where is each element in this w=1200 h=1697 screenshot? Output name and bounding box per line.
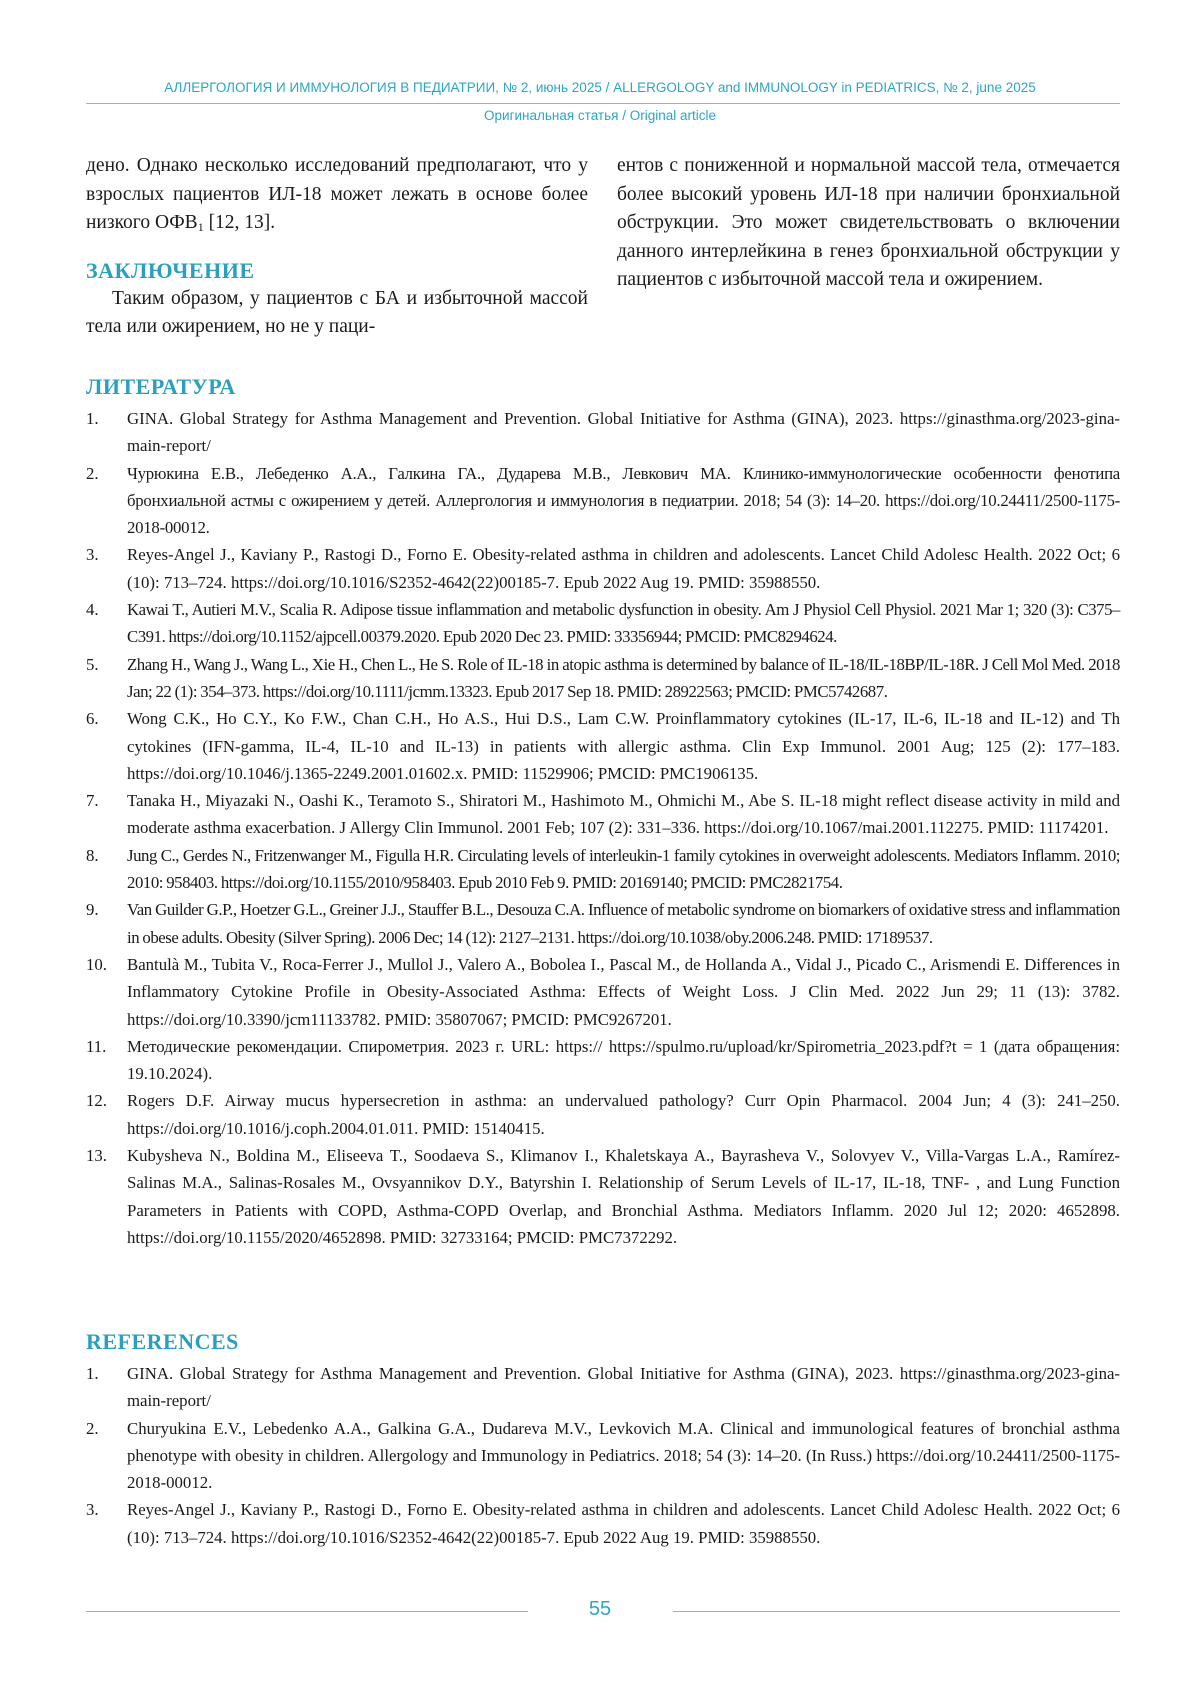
body-column-left	[86, 152, 588, 342]
reference-number: 2.	[86, 463, 99, 483]
reference-number: 3.	[86, 545, 99, 565]
references-ru-section	[86, 373, 1120, 1251]
conclusion-paragraph-start: Таким образом, у пациентов с БА и избыточной массой тела или ожирением, но не у паци-	[86, 287, 588, 337]
conclusion-paragraph-end: ентов с пониженной и нормальной массой тела, отмечается более высокий уровень ИЛ-18 при наличии бронхиальной обструкции. Это может свидетельствовать о включении данного интерлейкина в генез бронхиальной обструкции у пациентов с избыточной массой тела и ожирением.	[617, 155, 1120, 290]
references-ru-heading: ЛИТЕРАТУРА	[86, 374, 236, 399]
reference-ru-11	[86, 1033, 1120, 1088]
section-type: Оригинальная статья / Original article	[484, 108, 716, 123]
reference-ru-10	[86, 951, 1120, 1033]
body-column-right	[617, 152, 1120, 295]
reference-text: Reyes-Angel J., Kaviany P., Rastogi D., Forno E. Obesity-related asthma in children and adolescents. Lancet Child Adolesc Health. 2022 Oct; 6 (10): 713–724. https://doi.org/10.1016/S2352-4642(22)00185-7. Epub 2022 Aug 19. PMID: 35988550.	[127, 545, 1120, 592]
reference-number: 1.	[86, 1364, 99, 1383]
reference-number: 2.	[86, 1418, 99, 1438]
reference-ru-5	[86, 651, 1120, 706]
subscript: 1	[197, 220, 204, 234]
reference-text: Rogers D.F. Airway mucus hypersecretion in asthma: an undervalued pathology? Curr Opin Pharmacol. 2004 Jun; 4 (3): 241–250. https://doi.org/10.1016/j.coph.2004.01.011. PMID: 15140415.	[127, 1091, 1120, 1138]
reference-ru-12	[86, 1087, 1120, 1142]
references-en-list	[86, 1360, 1120, 1551]
reference-ru-1	[86, 405, 1120, 460]
reference-text: Чурюкина Е.В., Лебеденко А.А., Галкина ГА., Дударева М.В., Левкович МА. Клинико-иммунологические особенности фенотипа бронхиальной астмы с ожирением у детей. Аллергология и иммунология в педиатрии. 2018; 54 (3): 14–20. https://doi.org/10.24411/2500-1175-2018-00012.	[127, 463, 1120, 538]
body-text: дено. Однако несколько исследований предполагают, что у взрослых пациентов ИЛ-18 может лежать в основе более низкого ОФВ	[86, 155, 588, 233]
reference-text: Kawai T., Autieri M.V., Scalia R. Adipose tissue inflammation and metabolic dysfunction in obesity. Am J Physiol Cell Physiol. 2021 Mar 1; 320 (3): C375–C391. https://doi.org/10.1152/ajpcell.00379.2020. Epub 2020 Dec 23. PMID: 33356944; PMCID: PMC8294624.	[127, 600, 1120, 647]
reference-text: GINA. Global Strategy for Asthma Management and Prevention. Global Initiative for Asthma (GINA), 2023. https://ginasthma.org/2023-gina-main-report/	[127, 1364, 1120, 1411]
reference-text: Zhang H., Wang J., Wang L., Xie H., Chen L., He S. Role of IL-18 in atopic asthma is determined by balance of IL-18/IL-18BP/IL-18R. J Cell Mol Med. 2018 Jan; 22 (1): 354–373. https://doi.org/10.1111/jcmm.13323. Epub 2017 Sep 18. PMID: 28922563; PMCID: PMC5742687.	[127, 654, 1120, 701]
reference-text: Van Guilder G.P., Hoetzer G.L., Greiner J.J., Stauffer B.L., Desouza C.A. Influence of metabolic syndrome on biomarkers of oxidative stress and inflammation in obese adults. Obesity (Silver Spring). 2006 Dec; 14 (12): 2127–2131. https://doi.org/10.1038/oby.2006.248. PMID: 17189537.	[127, 900, 1120, 947]
reference-ru-8	[86, 842, 1120, 897]
reference-number: 5.	[86, 654, 99, 674]
reference-number: 10.	[86, 954, 107, 974]
reference-number: 8.	[86, 845, 99, 865]
references-ru-list	[86, 405, 1120, 1251]
references-en-heading: REFERENCES	[86, 1329, 239, 1354]
reference-text: Wong C.K., Ho C.Y., Ko F.W., Chan C.H., Ho A.S., Hui D.S., Lam C.W. Proinflammatory cytokines (IL-17, IL-6, IL-18 and IL-12) and Th cytokines (IFN-gamma, IL-4, IL-10 and IL-13) in patients with allergic asthma. Clin Exp Immunol. 2001 Aug; 125 (2): 177–183. https://doi.org/10.1046/j.1365-2249.2001.01602.x. PMID: 11529906; PMCID: PMC1906135.	[127, 709, 1120, 783]
footer-rule-left	[86, 1611, 528, 1612]
reference-number: 4.	[86, 600, 99, 620]
reference-ru-9	[86, 896, 1120, 951]
reference-ru-13	[86, 1142, 1120, 1251]
reference-text: Churyukina E.V., Lebedenko A.A., Galkina G.A., Dudareva M.V., Levkovich M.A. Clinical and immunological features of bronchial asthma phenotype with obesity in children. Allergology and Immunology in Pediatrics. 2018; 54 (3): 14–20. (In Russ.) https://doi.org/10.24411/2500-1175-2018-00012.	[127, 1418, 1120, 1493]
reference-number: 7.	[86, 791, 99, 811]
reference-number: 12.	[86, 1091, 107, 1111]
reference-text: GINA. Global Strategy for Asthma Management and Prevention. Global Initiative for Asthma (GINA), 2023. https://ginasthma.org/2023-gina-main-report/	[127, 409, 1120, 456]
reference-number: 1.	[86, 409, 99, 428]
reference-ru-4	[86, 596, 1120, 651]
references-en-section	[86, 1328, 1120, 1551]
reference-ru-2	[86, 460, 1120, 542]
page-number: 55	[588, 1598, 612, 1620]
reference-number: 13.	[86, 1146, 107, 1166]
reference-en-3	[86, 1496, 1120, 1551]
reference-number: 11.	[86, 1036, 107, 1056]
footer-rule-right	[673, 1611, 1120, 1612]
reference-text: Jung C., Gerdes N., Fritzenwanger M., Figulla H.R. Circulating levels of interleukin-1 family cytokines in overweight adolescents. Mediators Inflamm. 2010; 2010: 958403. https://doi.org/10.1155/2010/958403. Epub 2010 Feb 9. PMID: 20169140; PMCID: PMC2821754.	[127, 845, 1120, 893]
reference-number: 6.	[86, 709, 99, 729]
conclusion-heading: ЗАКЛЮЧЕНИЕ	[86, 257, 255, 283]
reference-text: Tanaka H., Miyazaki N., Oashi K., Teramoto S., Shiratori M., Hashimoto M., Ohmichi M., Abe S. IL-18 might reflect disease activity in mild and moderate asthma exacerbation. J Allergy Clin Immunol. 2001 Feb; 107 (2): 331–336. https://doi.org/10.1067/mai.2001.112275. PMID: 11174201.	[127, 791, 1120, 838]
reference-text: Методические рекомендации. Спирометрия. 2023 г. URL: https:// https://spulmo.ru/upload/kr/Spirometria_2023.pdf?t = 1 (дата обращения: 19.10.2024).	[127, 1036, 1120, 1084]
reference-ru-3	[86, 541, 1120, 596]
body-paragraph	[86, 152, 588, 238]
citation: [12, 13].	[203, 212, 276, 233]
reference-text: Bantulà M., Tubita V., Roca-Ferrer J., Mullol J., Valero A., Bobolea I., Pascal M., de Hollanda A., Vidal J., Picado C., Arismendi E. Differences in Inflammatory Cytokine Profile in Obesity-Associated Asthma: Effects of Weight Loss. J Clin Med. 2022 Jun 29; 11 (13): 3782. https://doi.org/10.3390/jcm11133782. PMID: 35807067; PMCID: PMC9267201.	[127, 954, 1120, 1029]
reference-en-1	[86, 1360, 1120, 1415]
reference-en-2	[86, 1415, 1120, 1497]
reference-number: 3.	[86, 1500, 99, 1520]
reference-number: 9.	[86, 900, 99, 920]
reference-ru-6	[86, 705, 1120, 787]
running-head: АЛЛЕРГОЛОГИЯ И ИММУНОЛОГИЯ В ПЕДИАТРИИ, № 2, июнь 2025 / ALLERGOLOGY and IMMUNOLOGY in PEDIATRICS, № 2, june 2025	[164, 80, 1036, 95]
reference-text: Kubysheva N., Boldina M., Eliseeva T., Soodaeva S., Klimanov I., Khaletskaya A., Bayrasheva V., Solovyev V., Villa-Vargas L.A., Ramírez-Salinas M.A., Salinas-Rosales M., Ovsyannikov D.Y., Batyrshin I. Relationship of Serum Levels of IL-17, IL-18, TNF- , and Lung Function Parameters in Patients with COPD, Asthma-COPD Overlap, and Bronchial Asthma. Mediators Inflamm. 2020 Jul 12; 2020: 4652898. https://doi.org/10.1155/2020/4652898. PMID: 32733164; PMCID: PMC7372292.	[127, 1146, 1120, 1247]
reference-text: Reyes-Angel J., Kaviany P., Rastogi D., Forno E. Obesity-related asthma in children and adolescents. Lancet Child Adolesc Health. 2022 Oct; 6 (10): 713–724. https://doi.org/10.1016/S2352-4642(22)00185-7. Epub 2022 Aug 19. PMID: 35988550.	[127, 1500, 1120, 1547]
reference-ru-7	[86, 787, 1120, 842]
header-rule	[86, 103, 1120, 104]
